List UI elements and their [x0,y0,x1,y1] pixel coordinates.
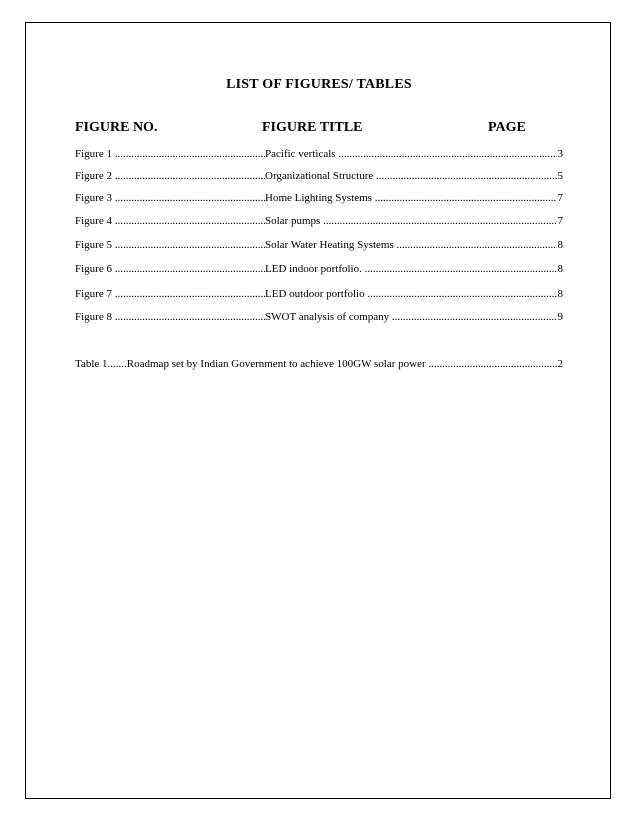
figure-label: Figure 5 ..... [75,237,265,253]
figure-title: Pacific verticals ..... [265,146,563,162]
table-title: Roadmap set by Indian Government to achieve 100GW solar power [126,358,426,370]
figure-label: Figure 2 ..... [75,168,265,184]
figure-page: 3 [557,148,563,160]
page-title: LIST OF FIGURES/ TABLES [226,77,412,92]
figure-row[interactable] [75,237,563,253]
figure-row[interactable] [75,309,563,325]
table-page: 2 [557,358,563,370]
figure-row[interactable] [75,213,563,229]
figure-label: Figure 3 ..... [75,190,265,206]
figure-label: Figure 1 ..... [75,146,265,162]
figure-page: 8 [557,288,563,300]
table-row[interactable] [75,356,563,372]
figure-page: 5 [557,170,563,182]
figure-page: 8 [557,239,563,251]
figure-page: 7 [557,215,563,227]
header-figure-no: FIGURE NO. [75,120,158,135]
figure-label: Figure 7 ..... [75,286,265,302]
figure-page: 7 [557,192,563,204]
header-page: PAGE [488,120,526,135]
figure-row[interactable] [75,168,563,184]
figure-title: LED indoor portfolio. ..... [265,261,563,277]
figure-title: Home Lighting Systems ..... [265,190,563,206]
figure-page: 9 [557,311,563,323]
figure-label: Figure 6 ..... [75,261,265,277]
figure-title: LED outdoor portfolio ..... [265,286,563,302]
figure-page: 8 [557,263,563,275]
figure-title: Solar pumps ..... [265,213,563,229]
figure-row[interactable] [75,146,563,162]
figure-label: Figure 4 ..... [75,213,265,229]
figure-row[interactable] [75,261,563,277]
figure-row[interactable] [75,286,563,302]
figure-title: Solar Water Heating Systems ..... [265,237,563,253]
figure-title: SWOT analysis of company ..... [265,309,563,325]
page-border [25,22,611,799]
figure-row[interactable] [75,190,563,206]
table-label: Table 1....... [75,358,127,370]
figure-title: Organizational Structure ..... [265,168,563,184]
figure-label: Figure 8 ..... [75,309,265,325]
header-figure-title: FIGURE TITLE [262,120,363,135]
